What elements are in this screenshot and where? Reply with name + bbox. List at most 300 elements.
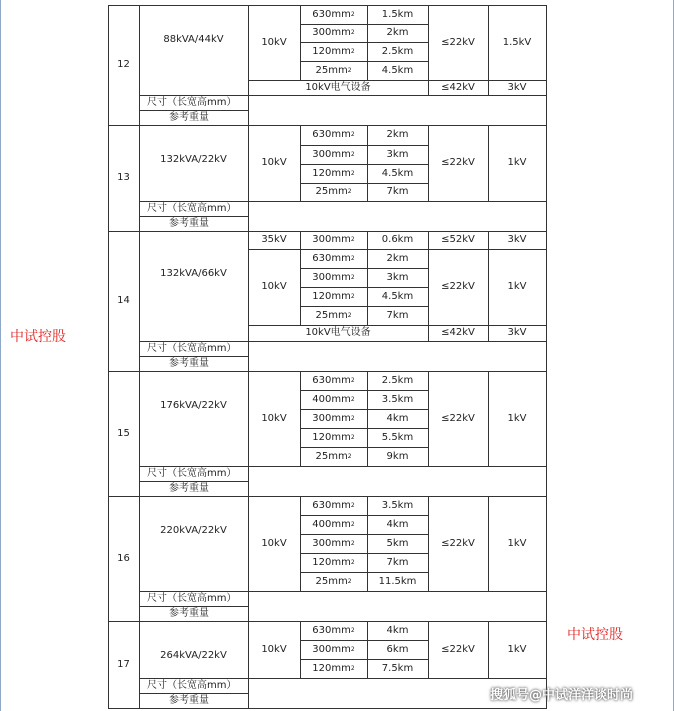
grid-line (248, 231, 249, 341)
cable-length-text: 4.5km (381, 64, 414, 76)
cable-length-text: 7km (386, 186, 409, 197)
cable-section: 120 mm 2 (312, 167, 355, 179)
grid-line (139, 591, 547, 592)
test-voltage (488, 5, 546, 80)
size-label (139, 591, 248, 606)
grid-line (428, 80, 429, 95)
cable-length (367, 306, 428, 325)
size-label-text: 尺寸（长宽高mm） (147, 202, 237, 214)
grid-line (139, 95, 547, 96)
cable-length-text: 3.5km (381, 393, 414, 405)
cable-section-value: 25 (315, 186, 329, 197)
grid-line (488, 5, 489, 80)
size-label-text: 尺寸（长宽高mm） (147, 96, 237, 108)
unit-mm: mm (331, 518, 351, 530)
grid-line (300, 409, 429, 410)
cable-length (367, 409, 428, 428)
grid-line (248, 95, 249, 125)
model-rating (139, 5, 248, 80)
cable-section: 300 mm 2 (312, 27, 355, 38)
cable-length-text: 11.5km (378, 575, 417, 587)
row-number-text: 12 (117, 59, 130, 70)
cable-length (367, 390, 428, 409)
cable-section-value: 630 (312, 499, 332, 511)
cable-length-text: 2km (386, 27, 409, 38)
cable-section: 630 mm 2 (312, 252, 355, 264)
grid-line (367, 125, 368, 201)
cable-section-value: 120 (312, 662, 332, 674)
cable-length (367, 621, 428, 640)
grid-line (300, 183, 429, 184)
voltage-limit (428, 5, 488, 80)
grid-line (300, 534, 429, 535)
primary-voltage (248, 125, 300, 201)
unit-mm: mm (328, 64, 348, 76)
unit-mm: mm (331, 412, 351, 424)
grid-line (488, 325, 489, 341)
cable-section: 300 mm 2 (312, 271, 355, 283)
grid-line (139, 606, 249, 607)
weight-label-text: 参考重量 (169, 217, 209, 229)
primary-voltage (248, 371, 300, 466)
top-test-text: 3kV (507, 234, 527, 245)
model-rating (139, 496, 248, 591)
model-rating-text: 176kVA/22kV (160, 400, 227, 411)
cable-section-value: 630 (312, 374, 332, 386)
row-number (108, 371, 139, 496)
test-voltage-text: 1kV (507, 281, 527, 292)
cable-section: 25 mm 2 (315, 64, 352, 76)
primary-voltage-text: 10kV (261, 537, 287, 549)
grid-line (300, 621, 301, 678)
grid-line (367, 249, 368, 325)
weight-label (139, 356, 248, 371)
voltage-limit (428, 621, 488, 678)
grid-line (488, 80, 489, 95)
cable-section-value: 25 (315, 575, 329, 587)
cable-length-text: 4km (386, 412, 409, 424)
grid-line (300, 496, 301, 591)
primary-voltage (248, 496, 300, 591)
grid-line (139, 678, 547, 679)
test-voltage-text: 1kV (507, 157, 527, 168)
grid-line (248, 5, 249, 95)
cable-section-value: 25 (315, 64, 329, 76)
primary-voltage (248, 249, 300, 325)
cable-length (367, 61, 428, 80)
cable-length-text: 2.5km (381, 374, 414, 386)
primary-voltage-text: 10kV (261, 412, 287, 424)
voltage-limit (428, 371, 488, 466)
grid-line (108, 371, 547, 372)
voltage-limit-text: ≤22kV (441, 412, 475, 424)
grid-line (139, 341, 547, 342)
cable-length-text: 7.5km (381, 662, 414, 674)
voltage-limit-text: ≤22kV (441, 36, 475, 48)
size-label-text: 尺寸（长宽高mm） (147, 592, 237, 604)
grid-line (248, 80, 547, 81)
cable-section: 120 mm 2 (312, 431, 355, 443)
grid-line (108, 125, 547, 126)
equipment-test-text: 3kV (507, 327, 527, 338)
unit-mm: mm (331, 431, 351, 443)
cable-section: 630 mm 2 (312, 624, 355, 636)
cable-section-value: 630 (312, 252, 332, 264)
cable-length (367, 42, 428, 61)
cable-section: 120 mm 2 (312, 45, 355, 57)
cable-length-text: 3km (386, 271, 409, 283)
unit-mm: mm (331, 290, 351, 302)
test-voltage (488, 249, 546, 325)
weight-label (139, 606, 248, 621)
grid-line (248, 496, 249, 591)
cable-section: 120 mm 2 (312, 556, 355, 568)
unit-mm: mm (331, 129, 351, 140)
model-rating (139, 125, 248, 201)
grid-line (300, 249, 301, 325)
watermark-right: 中试控股 (567, 627, 623, 643)
grid-line (248, 466, 249, 496)
grid-line (300, 447, 429, 448)
test-voltage-text: 1kV (507, 537, 527, 549)
test-voltage-text: 1.5kV (502, 36, 532, 48)
unit-mm: mm (331, 643, 351, 655)
equipment-label (248, 80, 428, 95)
grid-line (488, 231, 489, 325)
grid-line (108, 5, 109, 708)
cable-length-text: 4.5km (381, 167, 414, 179)
cable-section: 25 mm 2 (315, 186, 352, 197)
size-label (139, 466, 248, 481)
row-number-text: 15 (117, 427, 130, 439)
grid-line (139, 481, 249, 482)
cable-length (367, 640, 428, 659)
top-voltage (248, 231, 300, 249)
cable-section: 630 mm 2 (312, 499, 355, 511)
unit-mm: mm (328, 309, 348, 321)
unit-mm: mm (331, 499, 351, 511)
grid-line (428, 496, 429, 591)
row-number (108, 621, 139, 708)
unit-mm: mm (328, 575, 348, 587)
grid-line (300, 428, 429, 429)
grid-line (248, 621, 249, 678)
cable-section-value: 400 (312, 393, 332, 405)
model-rating-text: 88kVA/44kV (163, 34, 224, 45)
equipment-voltage-limit (428, 325, 488, 341)
unit-mm: mm (331, 271, 351, 283)
cable-length (367, 515, 428, 534)
grid-line (367, 5, 368, 80)
cable-section: 120 mm 2 (312, 290, 355, 302)
cable-length (367, 447, 428, 466)
voltage-limit-text: ≤22kV (441, 537, 475, 549)
primary-voltage-text: 10kV (261, 157, 287, 168)
grid-line (546, 5, 547, 708)
grid-line (300, 371, 301, 466)
cable-length-text: 7km (386, 556, 409, 568)
unit-mm: mm (331, 234, 351, 245)
unit-mm: mm (331, 374, 351, 386)
unit-mm: mm (328, 186, 348, 197)
unit-mm: mm (331, 624, 351, 636)
grid-line (300, 572, 429, 573)
test-voltage (488, 496, 546, 591)
grid-line (300, 125, 301, 201)
weight-label (139, 110, 248, 125)
cable-section-value: 25 (315, 309, 329, 321)
cable-section-value: 120 (312, 431, 332, 443)
cable-section-value: 300 (312, 27, 332, 38)
row-number-text: 13 (117, 172, 130, 183)
equipment-test-text: 3kV (507, 81, 527, 93)
row-number-text: 17 (117, 658, 130, 670)
row-number (108, 5, 139, 125)
cable-length-text: 4km (386, 518, 409, 530)
grid-line (248, 591, 249, 621)
voltage-limit (428, 249, 488, 325)
cable-length (367, 534, 428, 553)
cable-section: 400 mm 2 (312, 393, 355, 405)
cable-section-value: 120 (312, 167, 332, 179)
cable-section: 25 mm 2 (315, 450, 352, 462)
grid-line (139, 216, 249, 217)
equipment-test-voltage (488, 80, 546, 95)
grid-line (248, 371, 249, 466)
row-number (108, 496, 139, 621)
cable-length-text: 1.5km (381, 8, 414, 20)
grid-line (488, 496, 489, 591)
unit-mm: mm (328, 450, 348, 462)
cable-section-value: 630 (312, 624, 332, 636)
equipment-limit-text: ≤42kV (441, 81, 475, 93)
cable-section-value: 120 (312, 290, 332, 302)
unit-mm: mm (331, 393, 351, 405)
test-voltage-text: 1kV (507, 643, 527, 655)
grid-line (108, 5, 547, 6)
model-rating-text: 132kVA/66kV (160, 268, 227, 279)
grid-line (300, 306, 429, 307)
top-limit-text: ≤52kV (441, 234, 475, 245)
grid-line (248, 201, 249, 231)
cable-length (367, 659, 428, 678)
model-rating-text: 264kVA/22kV (160, 650, 227, 661)
grid-line (367, 371, 368, 466)
grid-line (367, 496, 368, 591)
model-rating (139, 621, 248, 678)
grid-line (428, 621, 429, 678)
test-voltage-text: 1kV (507, 412, 527, 424)
model-rating-text: 132kVA/22kV (160, 154, 227, 165)
grid-line (367, 231, 368, 249)
cable-length (367, 553, 428, 572)
voltage-limit-text: ≤22kV (441, 281, 475, 292)
cable-section-value: 630 (312, 129, 332, 140)
grid-line (428, 125, 429, 201)
primary-voltage-text: 10kV (261, 36, 287, 48)
grid-line (108, 496, 547, 497)
cable-length-text: 6km (386, 643, 409, 655)
grid-line (428, 371, 429, 466)
unit-mm: mm (331, 27, 351, 38)
cable-length (367, 145, 428, 164)
cable-section-value: 400 (312, 518, 332, 530)
weight-label-text: 参考重量 (169, 482, 209, 494)
cable-length-text: 4.5km (381, 290, 414, 302)
top-cable-length (367, 231, 428, 249)
model-rating-text: 220kVA/22kV (160, 525, 227, 536)
primary-voltage (248, 621, 300, 678)
top-voltage-limit (428, 231, 488, 249)
top-voltage-text: 35kV (261, 234, 287, 245)
unit-mm: mm (331, 45, 351, 57)
cable-section: 25 mm 2 (315, 575, 352, 587)
equipment-voltage-limit (428, 80, 488, 95)
cable-length (367, 371, 428, 390)
weight-label-text: 参考重量 (169, 357, 209, 369)
row-number (108, 231, 139, 371)
grid-line (248, 325, 547, 326)
grid-line (300, 659, 429, 660)
grid-line (300, 515, 429, 516)
unit-mm: mm (331, 537, 351, 549)
grid-line (488, 621, 489, 678)
cable-length (367, 496, 428, 515)
cable-section: 630 mm 2 (312, 8, 355, 20)
top-test-voltage (488, 231, 546, 249)
cable-section: 300 mm 2 (312, 148, 355, 160)
unit-mm: mm (331, 167, 351, 179)
cable-section-value: 300 (312, 412, 332, 424)
grid-line (139, 693, 249, 694)
cable-section: 630 mm 2 (312, 129, 355, 140)
grid-line (300, 640, 429, 641)
cable-length-text: 5.5km (381, 431, 414, 443)
grid-line (108, 708, 547, 709)
cable-length (367, 268, 428, 287)
voltage-limit (428, 496, 488, 591)
grid-line (108, 621, 547, 622)
primary-voltage-text: 10kV (261, 643, 287, 655)
grid-line (300, 390, 429, 391)
weight-label-text: 参考重量 (169, 694, 209, 706)
row-number-text: 16 (117, 552, 130, 564)
grid-line (300, 145, 429, 146)
weight-label (139, 481, 248, 496)
grid-line (300, 61, 429, 62)
weight-label-text: 参考重量 (169, 607, 209, 619)
grid-line (248, 125, 249, 201)
grid-line (300, 287, 429, 288)
equipment-label-text: 10kV电气设备 (305, 327, 371, 338)
watermark-left: 中试控股 (10, 329, 66, 345)
weight-label-text: 参考重量 (169, 111, 209, 123)
grid-line (488, 371, 489, 466)
size-label-text: 尺寸（长宽高mm） (147, 679, 237, 691)
cable-section-value: 120 (312, 556, 332, 568)
grid-line (488, 125, 489, 201)
grid-line (300, 268, 429, 269)
cable-length (367, 249, 428, 268)
grid-line (428, 325, 429, 341)
weight-label (139, 216, 248, 231)
unit-mm: mm (331, 148, 351, 160)
voltage-limit-text: ≤22kV (441, 157, 475, 168)
test-voltage (488, 621, 546, 678)
cable-length-text: 7km (386, 309, 409, 321)
cable-length (367, 428, 428, 447)
cable-section-value: 300 (312, 271, 332, 283)
test-voltage (488, 125, 546, 201)
cable-length (367, 572, 428, 591)
size-label (139, 341, 248, 356)
grid-line (300, 5, 301, 80)
grid-line (139, 356, 249, 357)
cable-section-value: 120 (312, 45, 332, 57)
grid-line (248, 341, 249, 371)
cable-length-text: 5km (386, 537, 409, 549)
primary-voltage-text: 10kV (261, 281, 287, 292)
row-number (108, 125, 139, 231)
source-credit: 搜狐号@中试洋洋谈时尚 (490, 688, 634, 703)
model-rating (139, 231, 248, 326)
grid-line (367, 621, 368, 678)
top-cable-length-text: 0.6km (381, 234, 414, 245)
cable-section: 630 mm 2 (312, 374, 355, 386)
size-label (139, 678, 248, 693)
grid-line (108, 231, 547, 232)
test-voltage (488, 371, 546, 466)
cable-length (367, 183, 428, 201)
grid-line (300, 553, 429, 554)
cable-section-value: 300 (312, 234, 332, 245)
cable-length-text: 3.5km (381, 499, 414, 511)
cable-length-text: 9km (386, 450, 409, 462)
cable-section: 120 mm 2 (312, 662, 355, 674)
equipment-limit-text: ≤42kV (441, 327, 475, 338)
grid-line (428, 231, 429, 325)
equipment-label-text: 10kV电气设备 (305, 81, 371, 93)
cable-section: 300 mm 2 (312, 537, 355, 549)
cable-length-text: 3km (386, 148, 409, 160)
unit-mm: mm (331, 662, 351, 674)
grid-line (139, 466, 547, 467)
unit-mm: mm (331, 252, 351, 264)
size-label-text: 尺寸（长宽高mm） (147, 342, 237, 354)
cable-section-value: 300 (312, 148, 332, 160)
cable-length-text: 2km (386, 129, 409, 140)
cable-section-value: 300 (312, 643, 332, 655)
unit-mm: mm (331, 556, 351, 568)
cable-section-value: 300 (312, 537, 332, 549)
grid-line (428, 5, 429, 80)
weight-label (139, 693, 248, 708)
voltage-limit-text: ≤22kV (441, 643, 475, 655)
model-rating (139, 371, 248, 466)
cable-section: 25 mm 2 (315, 309, 352, 321)
grid-line (300, 164, 429, 165)
cable-length (367, 5, 428, 24)
grid-line (139, 110, 249, 111)
cable-length (367, 287, 428, 306)
cable-section: 400 mm 2 (312, 518, 355, 530)
grid-line (139, 5, 140, 708)
primary-voltage (248, 5, 300, 80)
cable-length-text: 2.5km (381, 45, 414, 57)
size-label (139, 95, 248, 110)
row-number-text: 14 (117, 295, 130, 306)
cable-length (367, 125, 428, 145)
